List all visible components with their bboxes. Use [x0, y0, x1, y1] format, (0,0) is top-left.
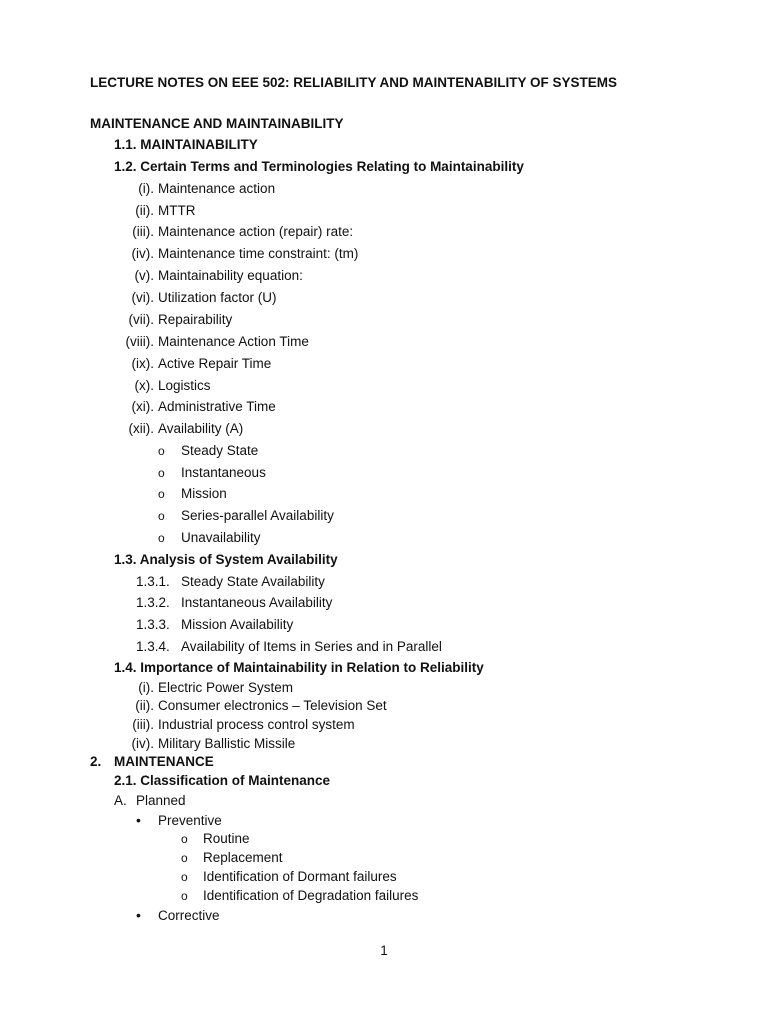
heading-2-num: 2. [90, 754, 102, 769]
term-text: Maintenance Action Time [158, 334, 309, 349]
term-text: Availability (A) [158, 421, 244, 436]
preventive-item: Identification of Dormant failures [203, 869, 397, 884]
term-num: (iv). [131, 246, 154, 261]
term-num: (vi). [131, 290, 154, 305]
term-text: Administrative Time [158, 399, 276, 414]
term-text: Active Repair Time [158, 356, 272, 371]
availability-type: Mission [181, 486, 227, 501]
term-num: (ii). [135, 203, 154, 218]
circle-bullet-icon: o [158, 531, 165, 545]
heading-1-2: 1.2. Certain Terms and Terminologies Relating to Maintainability [114, 159, 524, 174]
preventive-item: Replacement [203, 850, 283, 865]
circle-bullet-icon: o [181, 832, 188, 846]
heading-1-4: 1.4. Importance of Maintainability in Relation to Reliability [114, 660, 484, 675]
analysis-text: Mission Availability [181, 617, 294, 632]
preventive-item: Identification of Degradation failures [203, 888, 419, 903]
analysis-text: Availability of Items in Series and in Parallel [181, 639, 442, 654]
availability-type: Unavailability [181, 530, 261, 545]
circle-bullet-icon: o [158, 466, 165, 480]
term-num: (iii). [132, 224, 154, 239]
importance-num: (iv). [131, 736, 154, 751]
importance-num: (ii). [135, 698, 154, 713]
page-number: 1 [380, 943, 388, 958]
analysis-num: 1.3.1. [136, 574, 170, 589]
bullet-icon: • [136, 812, 141, 828]
importance-num: (iii). [132, 717, 154, 732]
importance-num: (i). [138, 680, 154, 695]
circle-bullet-icon: o [158, 487, 165, 501]
planned-label: Planned [136, 793, 186, 808]
term-num: (xii). [128, 421, 154, 436]
importance-text: Military Ballistic Missile [158, 736, 296, 751]
term-text: Maintenance action (repair) rate: [158, 224, 354, 239]
bullet-icon: • [136, 907, 141, 923]
heading-2-1: 2.1. Classification of Maintenance [114, 773, 331, 788]
term-num: (viii). [125, 334, 154, 349]
term-text: Maintenance time constraint: (tm) [158, 246, 359, 261]
analysis-text: Instantaneous Availability [181, 595, 333, 610]
analysis-text: Steady State Availability [181, 574, 325, 589]
heading-1-3: 1.3. Analysis of System Availability [114, 552, 338, 567]
term-num: (xi). [131, 399, 154, 414]
term-num: (v). [134, 268, 154, 283]
preventive-label: Preventive [158, 813, 222, 828]
section-heading: MAINTENANCE AND MAINTAINABILITY [90, 116, 344, 131]
preventive-item: Routine [203, 831, 250, 846]
analysis-num: 1.3.4. [136, 639, 170, 654]
availability-type: Steady State [181, 443, 259, 458]
term-text: Logistics [158, 378, 211, 393]
heading-1-1: 1.1. MAINTAINABILITY [114, 137, 258, 152]
importance-text: Consumer electronics – Television Set [158, 698, 387, 713]
circle-bullet-icon: o [158, 444, 165, 458]
term-num: (ix). [131, 356, 154, 371]
term-num: (i). [138, 181, 154, 196]
term-num: (x). [134, 378, 154, 393]
importance-text: Industrial process control system [158, 717, 355, 732]
planned-letter: A. [114, 793, 127, 808]
term-text: MTTR [158, 203, 196, 218]
term-text: Maintainability equation: [158, 268, 303, 283]
analysis-num: 1.3.2. [136, 595, 170, 610]
circle-bullet-icon: o [181, 870, 188, 884]
availability-type: Series-parallel Availability [181, 508, 334, 523]
analysis-num: 1.3.3. [136, 617, 170, 632]
document-title: LECTURE NOTES ON EEE 502: RELIABILITY AND MAINTENABILITY OF SYSTEMS [90, 75, 618, 90]
term-num: (vii). [128, 312, 154, 327]
term-text: Repairability [158, 312, 233, 327]
term-text: Utilization factor (U) [158, 290, 277, 305]
corrective-label: Corrective [158, 908, 220, 923]
importance-text: Electric Power System [158, 680, 294, 695]
circle-bullet-icon: o [181, 889, 188, 903]
circle-bullet-icon: o [158, 509, 165, 523]
availability-type: Instantaneous [181, 465, 266, 480]
term-text: Maintenance action [158, 181, 276, 196]
heading-2: MAINTENANCE [114, 754, 214, 769]
circle-bullet-icon: o [181, 851, 188, 865]
